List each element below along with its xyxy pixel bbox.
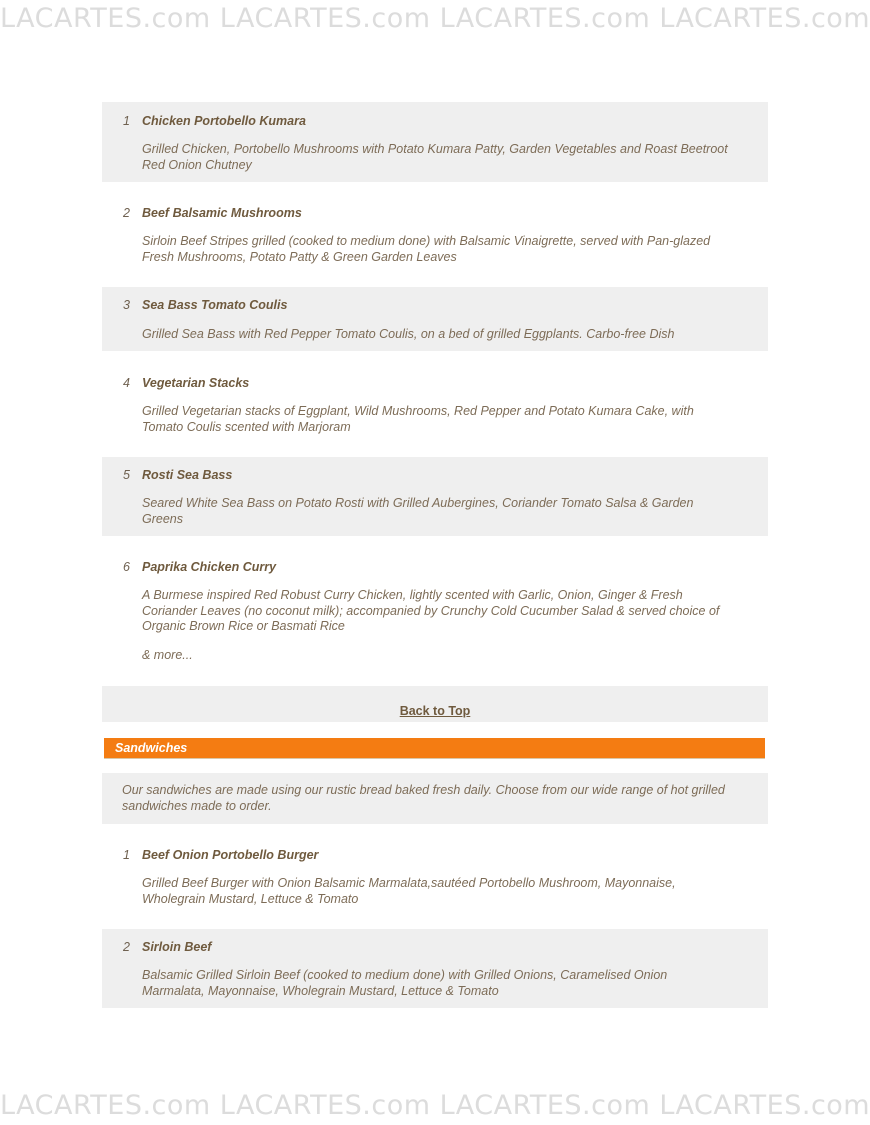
menu-item-3 xyxy=(102,287,768,351)
menu-item-6 xyxy=(102,548,768,673)
item-title: Vegetarian Stacks xyxy=(142,376,250,390)
item-title: Beef Onion Portobello Burger xyxy=(142,848,319,862)
item-number: 1 xyxy=(123,114,130,128)
sandwich-item-1 xyxy=(102,836,768,916)
item-description: Seared White Sea Bass on Potato Rosti with Grilled Aubergines, Coriander Tomato Salsa & Garden Greens xyxy=(142,496,694,526)
item-description: Grilled Sea Bass with Red Pepper Tomato Coulis, on a bed of grilled Eggplants. Carbo-free Dish xyxy=(142,327,675,341)
item-description: Sirloin Beef Stripes grilled (cooked to medium done) with Balsamic Vinaigrette, served with Pan-glazed Fresh Mushrooms, Potato Patty & Green Garden Leaves xyxy=(142,234,711,264)
item-number: 1 xyxy=(123,848,130,862)
item-title: Paprika Chicken Curry xyxy=(142,560,277,574)
item-description: Balsamic Grilled Sirloin Beef (cooked to medium done) with Grilled Onions, Caramelised Onion Marmalata, Mayonnaise, Wholegrain Mustard, Lettuce & Tomato xyxy=(142,968,668,998)
item-number: 2 xyxy=(123,206,130,220)
item-title: Sirloin Beef xyxy=(142,940,212,954)
menu-item-1 xyxy=(102,102,768,182)
section-intro-text: Our sandwiches are made using our rustic bread baked fresh daily. Choose from our wide range of hot grilled sandwiches made to order. xyxy=(122,783,725,813)
item-title: Chicken Portobello Kumara xyxy=(142,114,306,128)
item-number: 3 xyxy=(123,298,130,312)
menu-item-4 xyxy=(102,364,768,444)
item-number: 5 xyxy=(123,468,130,482)
back-to-top-bar xyxy=(102,686,768,722)
item-description: Grilled Beef Burger with Onion Balsamic Marmalata,sautéed Portobello Mushroom, Mayonnaise, Wholegrain Mustard, Lettuce & Tomato xyxy=(142,876,676,906)
item-description: Grilled Vegetarian stacks of Eggplant, Wild Mushrooms, Red Pepper and Potato Kumara Cake, with Tomato Coulis scented with Marjoram xyxy=(142,404,694,434)
watermark-top: LACARTES.com LACARTES.com LACARTES.com LACARTES.com xyxy=(0,3,870,34)
menu-item-5 xyxy=(102,457,768,536)
item-title: Beef Balsamic Mushrooms xyxy=(142,206,302,220)
sandwich-item-2 xyxy=(102,929,768,1008)
section-header-sandwiches xyxy=(104,738,765,759)
item-number: 4 xyxy=(123,376,130,390)
back-to-top-link[interactable]: Back to Top xyxy=(399,704,471,718)
item-title: Rosti Sea Bass xyxy=(142,468,233,482)
item-description: Grilled Chicken, Portobello Mushrooms with Potato Kumara Patty, Garden Vegetables and Roast Beetroot Red Onion Chutney xyxy=(142,142,728,172)
item-number: 2 xyxy=(123,940,130,954)
watermark-bottom: LACARTES.com LACARTES.com LACARTES.com LACARTES.com xyxy=(0,1090,870,1121)
sandwiches-intro xyxy=(102,773,768,824)
menu-item-2 xyxy=(102,194,768,274)
item-number: 6 xyxy=(123,560,130,574)
item-title: Sea Bass Tomato Coulis xyxy=(142,298,288,312)
section-title: Sandwiches xyxy=(115,741,188,755)
item-description: A Burmese inspired Red Robust Curry Chicken, lightly scented with Garlic, Onion, Ginger & Fresh Coriander Leaves (no coconut milk); accompanied by Crunchy Cold Cucumber Salad & served choice of Organic Brown Rice or Basmati Rice xyxy=(142,588,720,633)
more-text: & more... xyxy=(142,648,193,662)
